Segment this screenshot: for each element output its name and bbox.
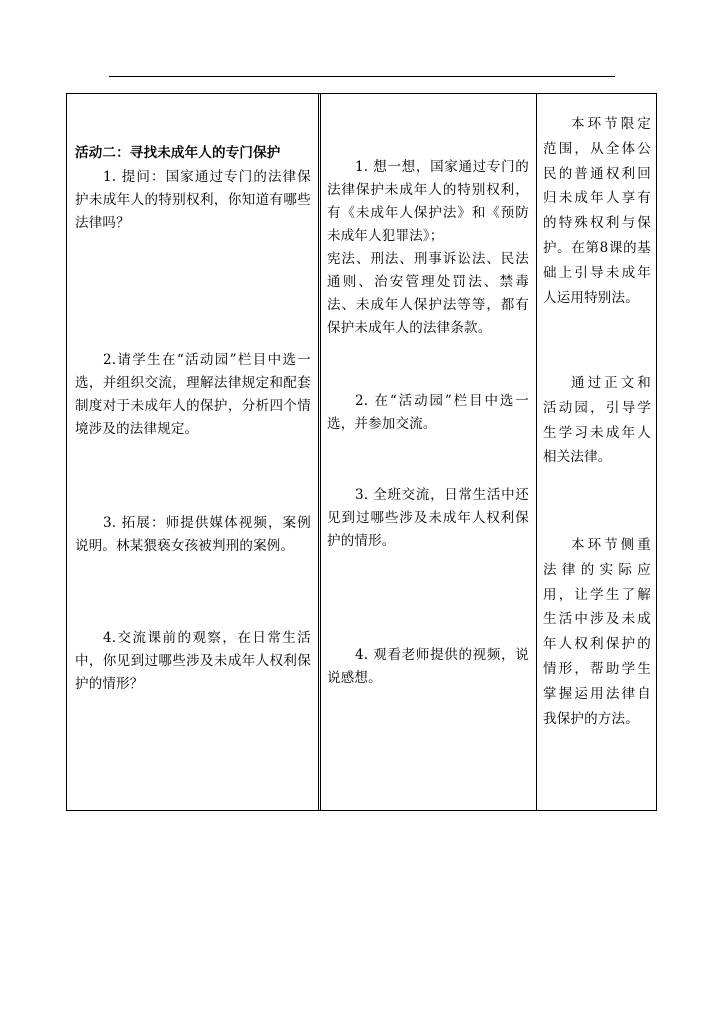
teacher-step-3: 3. 拓展：师提供媒体视频，案例说明。林某猥亵女孩被判刑的案例。 [75,515,311,554]
lesson-plan-table [66,93,657,811]
student-step-3: 3. 全班交流，日常生活中还见到过哪些涉及未成年人权利保护的情形。 [327,487,529,549]
student-step-1-part-1: 1. 想一想，国家通过专门的法律保护未成年人的特别权利，有《未成年人保护法》和《预防未成年人犯罪法》； [327,159,529,244]
teacher-step-2: 2.请学生在“活动园”栏目中选一选，并组织交流，理解法律规定和配套制度对于未成年人的保护，分析四个情境涉及的法律规定。 [75,352,311,437]
header-rule [109,76,615,77]
student-step-2: 2. 在“活动园”栏目中选一选，并参加交流。 [327,393,529,432]
intent-note-3: 本环节侧重法律的实际应用，让学生了解生活中涉及未成年人权利保护的情形，帮助学生掌握运用法律自我保护的方法。 [543,537,651,727]
activity-title: 活动二：寻找未成年人的专门保护 [75,145,281,161]
teacher-step-1: 1. 提问：国家通过专门的法律保护未成年人的特别权利，你知道有哪些法律吗？ [75,169,311,231]
student-step-4: 4. 观看老师提供的视频，说说感想。 [327,647,529,686]
column-divider-left-double [320,94,321,810]
intent-note-1: 本环节限定范围，从全体公民的普通权利回归未成年人享有的特殊权利与保护。在第8课的基础上引导未成年人运用特别法。 [543,116,651,306]
column-divider-left [318,94,319,810]
teacher-step-4: 4.交流课前的观察，在日常生活中，你见到过哪些涉及未成年人权利保护的情形？ [75,630,311,692]
intent-note-2: 通过正文和活动园，引导学生学习未成年人相关法律。 [543,375,651,466]
column-divider-right [536,94,537,810]
student-step-1-part-2: 宪法、刑法、刑事诉讼法、民法通则、治安管理处罚法、禁毒法、未成年人保护法等等，都有保护未成年人的法律条款。 [327,251,529,336]
student-step-1 [327,156,529,340]
